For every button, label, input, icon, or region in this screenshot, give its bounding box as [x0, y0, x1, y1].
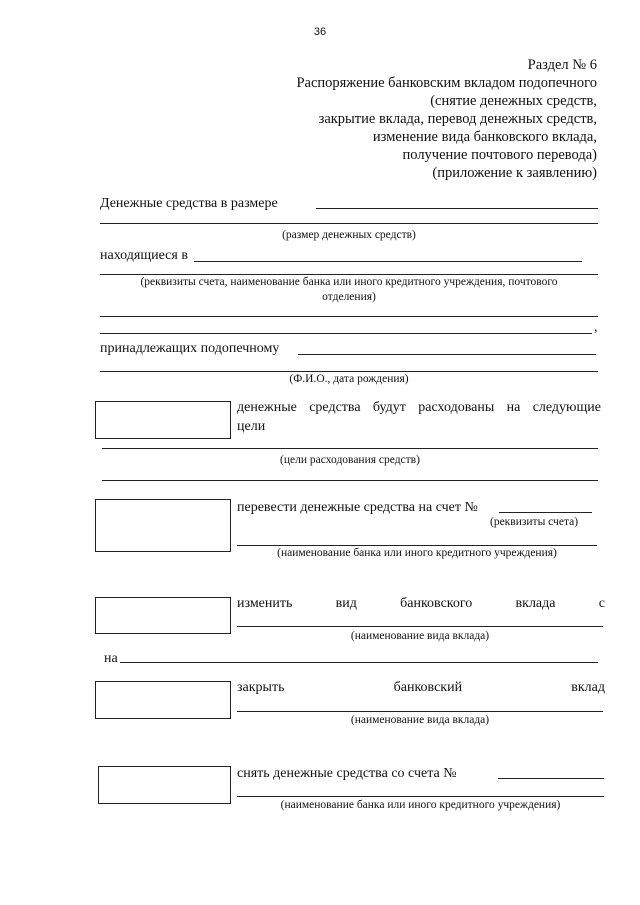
withdraw-account-line[interactable] [498, 778, 604, 779]
change-word-4: вклада [515, 596, 556, 611]
withdraw-text: снять денежные средства со счета № [237, 766, 457, 781]
close-word-1: закрыть [237, 680, 285, 695]
section-title: Раздел № 6 [527, 57, 597, 73]
amount-caption: (размер денежных средств) [282, 229, 416, 241]
close-deposit-checkbox[interactable] [95, 681, 231, 719]
change-type-line[interactable] [237, 626, 603, 627]
transfer-bank-line[interactable] [237, 545, 597, 546]
close-deposit-caption: (наименование вида вклада) [350, 714, 490, 726]
ward-caption: (Ф.И.О., дата рождения) [289, 373, 409, 385]
located-field-line-2[interactable] [100, 274, 598, 275]
change-type-checkbox[interactable] [95, 597, 231, 634]
purpose-text: денежные средства будут расходованы на следующие [237, 400, 601, 415]
located-label: находящиеся в [100, 248, 188, 263]
transfer-bank-caption: (наименование банка или иного кредитного учреждения) [277, 547, 557, 559]
amount-label: Денежные средства в размере [100, 196, 278, 211]
header-line-2: (снятие денежных средств, [430, 93, 597, 109]
header-line-6: (приложение к заявлению) [432, 165, 597, 181]
purpose-text-2: цели [237, 419, 266, 434]
ward-field-line[interactable] [298, 354, 596, 355]
close-word-3: вклад [571, 680, 605, 695]
page-number: 36 [313, 26, 327, 38]
located-field-line[interactable] [194, 261, 582, 262]
purpose-field-line-2[interactable] [102, 480, 598, 481]
header-line-5: получение почтового перевода) [402, 147, 597, 163]
header-line-1: Распоряжение банковским вкладом подопечного [296, 75, 597, 91]
change-type-caption: (наименование вида вклада) [350, 630, 490, 642]
comma: , [594, 320, 598, 335]
amount-field-line[interactable] [316, 208, 598, 209]
ward-label: принадлежащих подопечному [100, 341, 280, 356]
transfer-text: перевести денежные средства на счет № [237, 500, 478, 515]
transfer-account-line[interactable] [499, 512, 592, 513]
change-word-1: изменить [237, 596, 293, 611]
transfer-checkbox[interactable] [95, 499, 231, 552]
close-deposit-text [237, 680, 605, 696]
withdraw-checkbox[interactable] [98, 766, 231, 804]
change-type-text [237, 596, 605, 612]
located-field-line-4[interactable] [100, 333, 592, 334]
change-word-3: банковского [400, 596, 473, 611]
change-word-5: с [598, 596, 605, 611]
header-line-3: закрытие вклада, перевод денежных средств, [318, 111, 597, 127]
located-field-line-3[interactable] [100, 316, 598, 317]
purpose-field-line[interactable] [102, 448, 598, 449]
header-line-4: изменение вида банковского вклада, [372, 129, 597, 145]
located-caption-2: отделения) [322, 291, 376, 303]
transfer-requisites-caption: (реквизиты счета) [490, 516, 579, 528]
withdraw-caption: (наименование банка или иного кредитного учреждения) [280, 799, 561, 811]
change-word-2: вид [335, 596, 357, 611]
new-type-line[interactable] [120, 662, 598, 663]
purpose-caption: (цели расходования средств) [280, 454, 420, 466]
ward-field-line-2[interactable] [100, 371, 598, 372]
close-word-2: банковский [393, 680, 463, 695]
purpose-checkbox[interactable] [95, 401, 231, 439]
on-label: на [104, 651, 118, 666]
withdraw-bank-line[interactable] [237, 796, 604, 797]
close-deposit-line[interactable] [237, 711, 603, 712]
located-caption-1: (реквизиты счета, наименование банка или иного кредитного учреждения, почтового [140, 276, 558, 288]
amount-field-line-2[interactable] [100, 223, 598, 224]
